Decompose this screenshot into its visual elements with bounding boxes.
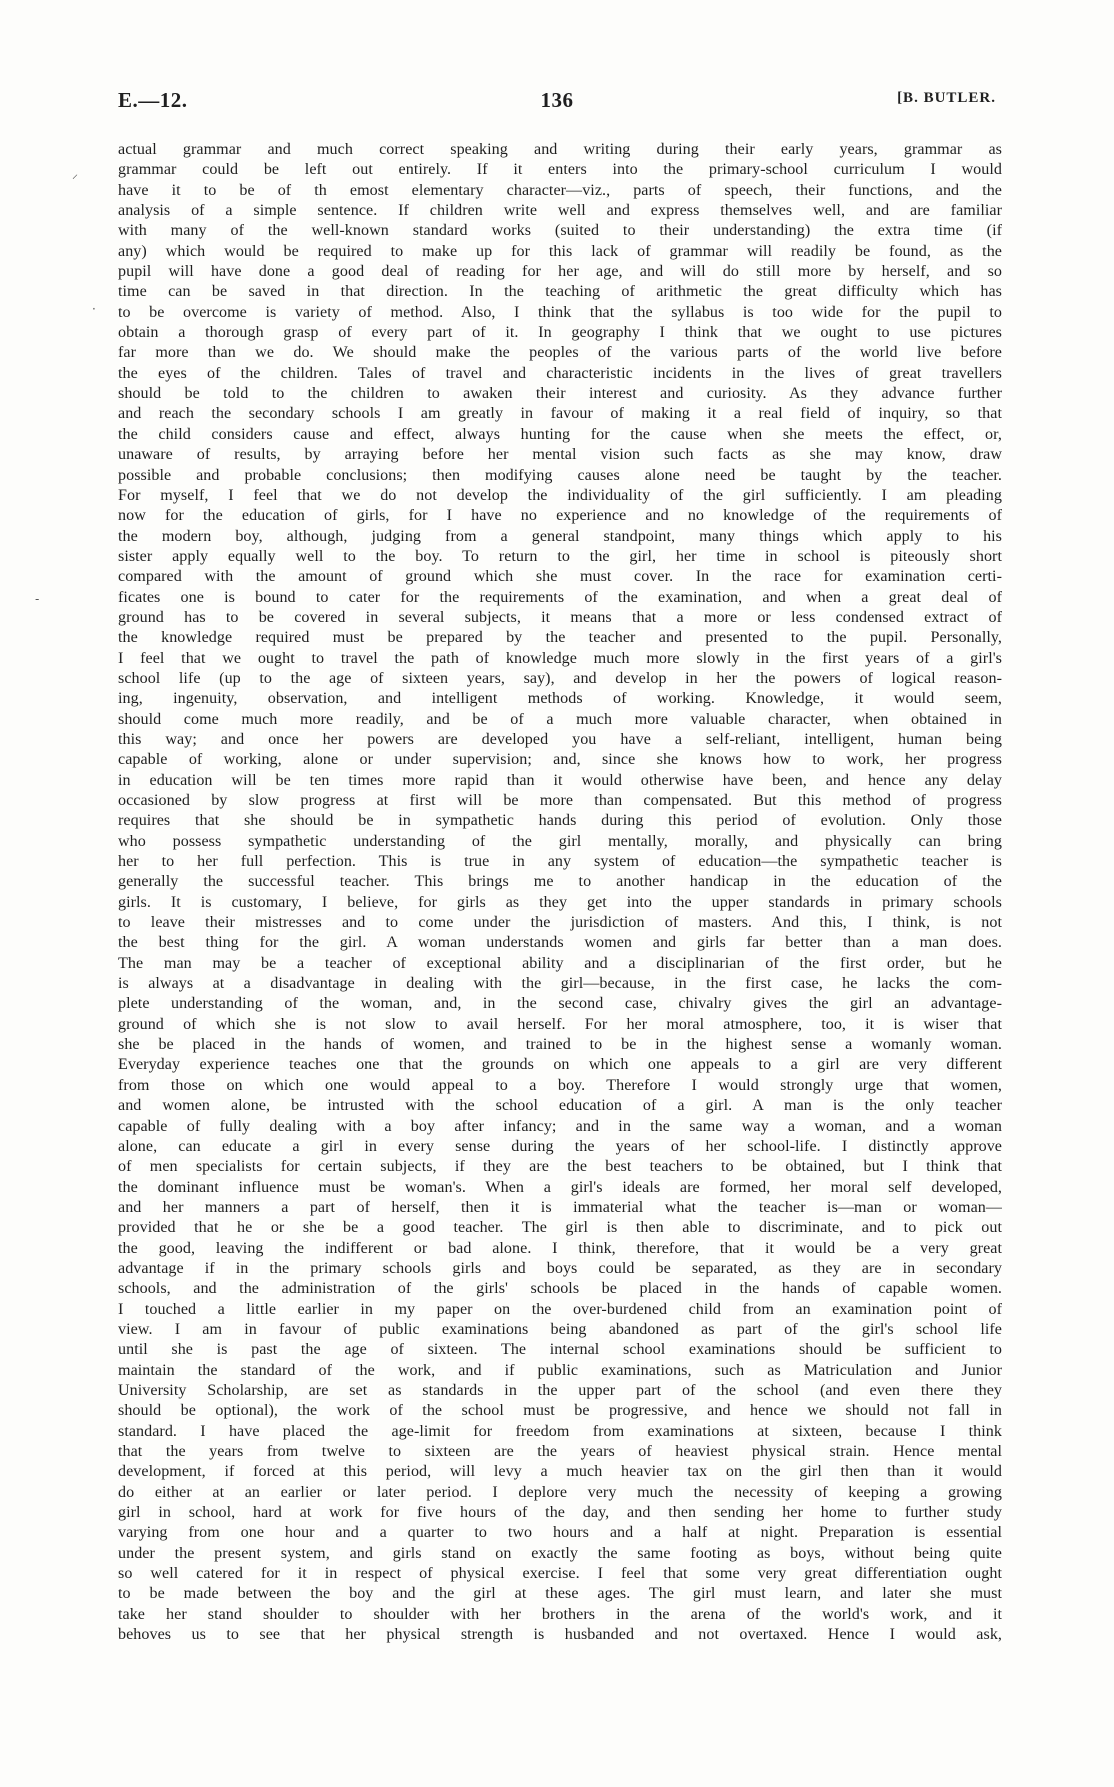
- text-line: the child considers cause and effect, always hunting for the cause when she meets the effect, or,: [118, 425, 1002, 443]
- document-reference: E.—12.: [118, 88, 188, 112]
- text-line: to be overcome is variety of method. Also, I think that the syllabus is too wide for the pupil to: [118, 303, 1002, 321]
- text-line: time can be saved in that direction. In the teaching of arithmetic the great difficulty which has: [118, 283, 1002, 301]
- margin-mark-icon: ⸝: [72, 167, 79, 181]
- text-line: development, if forced at this period, will levy a much heavier tax on the girl then than it would: [118, 1463, 1002, 1481]
- text-line: obtain a thorough grasp of every part of it. In geography I think that we ought to use pictures: [118, 324, 1002, 342]
- text-line: maintain the standard of the work, and if public examinations, such as Matriculation and Junior: [118, 1361, 1002, 1379]
- text-line: actual grammar and much correct speaking and writing during their early years, grammar as: [118, 141, 1002, 158]
- text-line: and women alone, be intrusted with the school education of a girl. A man is the only teacher: [118, 1097, 1002, 1115]
- text-line: I touched a little earlier in my paper on the over-burdened child from an examination point of: [118, 1300, 1002, 1318]
- text-line: should come much more readily, and be of a much more valuable character, when obtained in: [118, 710, 1002, 728]
- text-line: schools, and the administration of the girls' schools be placed in the hands of capable women.: [118, 1280, 1002, 1298]
- text-line: girl in school, hard at work for five hours of the day, and then sending her home to further study: [118, 1504, 1002, 1522]
- body-text: [118, 140, 1002, 1645]
- text-line: any) which would be required to make up for this lack of grammar will readily be found, as the: [118, 242, 1002, 260]
- text-line: she be placed in the hands of women, and trained to be in the highest sense a womanly woman.: [118, 1036, 1002, 1054]
- text-line: girls. It is customary, I believe, for girls as they get into the upper standards in primary schools: [118, 893, 1002, 911]
- text-line: unaware of results, by arraying before her mental vision such facts as she may know, draw: [118, 446, 1002, 464]
- text-line: and her manners a part of herself, then it is immaterial what the teacher is—man or woman—: [118, 1198, 1002, 1216]
- text-line: the eyes of the children. Tales of travel and characteristic incidents in the lives of great travellers: [118, 364, 1002, 382]
- text-line: provided that he or she be a good teacher. The girl is then able to discriminate, and to pick out: [118, 1219, 1002, 1237]
- text-line: should be optional), the work of the school must be progressive, and hence we should not fall in: [118, 1402, 1002, 1420]
- text-line: to be made between the boy and the girl at these ages. The girl must learn, and later she must: [118, 1585, 1002, 1603]
- text-line: possible and probable conclusions; then modifying causes alone need be taught by the teacher.: [118, 466, 1002, 484]
- text-line: capable of working, alone or under supervision; and, since she knows how to work, her progress: [118, 751, 1002, 769]
- text-line: plete understanding of the woman, and, in the second case, chivalry gives the girl an advantage-: [118, 995, 1002, 1013]
- text-line: from those on which one would appeal to a boy. Therefore I would strongly urge that women,: [118, 1076, 1002, 1094]
- page-header: [118, 88, 996, 122]
- text-line: the knowledge required must be prepared by the teacher and presented to the pupil. Personally,: [118, 629, 1002, 647]
- text-line: occasioned by slow progress at first will be more than compensated. But this method of progress: [118, 792, 1002, 809]
- text-line: capable of fully dealing with a boy after infancy; and in the same way a woman, and a woman: [118, 1117, 1002, 1135]
- text-line: Everyday experience teaches one that the grounds on which one appeals to a girl are very different: [118, 1056, 1002, 1074]
- text-line: take her stand shoulder to shoulder with her brothers in the arena of the world's work, and it: [118, 1605, 1002, 1623]
- margin-dash-icon: -: [35, 592, 40, 606]
- text-line: that the years from twelve to sixteen are the years of heaviest physical strain. Hence mental: [118, 1443, 1002, 1460]
- text-line: the dominant influence must be woman's. When a girl's ideals are formed, her moral self developed,: [118, 1178, 1002, 1196]
- text-line: of men specialists for certain subjects, if they are the best teachers to be obtained, but I think that: [118, 1158, 1002, 1176]
- text-line: sister apply equally well to the boy. To return to the girl, her time in school is piteously short: [118, 547, 1002, 565]
- text-line: have it to be of th emost elementary character—viz., parts of speech, their functions, and the: [118, 181, 1002, 199]
- text-line: grammar could be left out entirely. If it enters into the primary-school curriculum I would: [118, 161, 1002, 179]
- text-line: ficates one is bound to cater for the requirements of the examination, and when a great deal of: [118, 588, 1002, 606]
- text-line: compared with the amount of ground which she must cover. In the race for examination certi-: [118, 568, 1002, 586]
- text-line: in education will be ten times more rapid than it would otherwise have been, and hence any delay: [118, 771, 1002, 789]
- text-line: standard. I have placed the age-limit for freedom from examinations at sixteen, because I think: [118, 1422, 1002, 1440]
- text-line: do either at an earlier or later period. I deplore very much the necessity of keeping a growing: [118, 1483, 1002, 1501]
- text-line: The man may be a teacher of exceptional ability and a disciplinarian of the first order, but he: [118, 954, 1002, 972]
- text-line: school life (up to the age of sixteen years, say), and develop in her the powers of logical reason-: [118, 669, 1002, 687]
- author-reference: [B. BUTLER.: [897, 90, 996, 106]
- text-line: ground of which she is not slow to avail herself. For her moral atmosphere, too, it is wiser that: [118, 1015, 1002, 1033]
- text-line: alone, can educate a girl in every sense during the years of her school-life. I distinctly approve: [118, 1137, 1002, 1155]
- text-line: view. I am in favour of public examinations being abandoned as part of the girl's school life: [118, 1320, 1002, 1338]
- text-line: ing, ingenuity, observation, and intelligent methods of working. Knowledge, it would seem,: [118, 690, 1002, 708]
- text-line: analysis of a simple sentence. If children write well and express themselves well, and are familiar: [118, 202, 1002, 220]
- text-line: under the present system, and girls stand on exactly the same footing as boys, without being quite: [118, 1544, 1002, 1562]
- text-line: ground has to be covered in several subjects, it means that a more or less condensed extract of: [118, 608, 1002, 626]
- text-line: far more than we do. We should make the peoples of the various parts of the world live before: [118, 344, 1002, 362]
- text-line: with many of the well-known standard works (suited to their understanding) the extra time (if: [118, 222, 1002, 240]
- text-line: generally the successful teacher. This brings me to another handicap in the education of the: [118, 873, 1002, 891]
- text-line: I feel that we ought to travel the path of knowledge much more slowly in the first years of a girl's: [118, 649, 1002, 667]
- text-line: so well catered for it in respect of physical exercise. I feel that some very great differentiation ought: [118, 1565, 1002, 1583]
- text-line: her to her full perfection. This is true in any system of education—the sympathetic teacher is: [118, 853, 1002, 871]
- text-line: the good, leaving the indifferent or bad alone. I think, therefore, that it would be a very great: [118, 1239, 1002, 1257]
- margin-dot-icon: ·: [92, 302, 96, 316]
- text-line: requires that she should be in sympathetic hands during this period of evolution. Only those: [118, 812, 1002, 830]
- text-line: behoves us to see that her physical strength is husbanded and not overtaxed. Hence I would ask,: [118, 1626, 1002, 1644]
- text-line: advantage if in the primary schools girls and boys could be separated, as they are in secondary: [118, 1259, 1002, 1277]
- text-line: to leave their mistresses and to come under the jurisdiction of masters. And this, I think, is not: [118, 914, 1002, 932]
- text-line: For myself, I feel that we do not develop the individuality of the girl sufficiently. I am pleading: [118, 486, 1002, 504]
- text-line: pupil will have done a good deal of reading for her age, and will do still more by herself, and so: [118, 263, 1002, 281]
- text-line: the best thing for the girl. A woman understands women and girls far better than a man does.: [118, 934, 1002, 952]
- text-line: is always at a disadvantage in dealing with the girl—because, in the first case, he lacks the com-: [118, 975, 1002, 993]
- page-number: 136: [540, 88, 574, 112]
- text-line: varying from one hour and a quarter to two hours and a half at night. Preparation is essential: [118, 1524, 1002, 1542]
- text-line: now for the education of girls, for I have no experience and no knowledge of the requirements of: [118, 507, 1002, 525]
- text-line: should be told to the children to awaken their interest and curiosity. As they advance further: [118, 385, 1002, 403]
- text-line: until she is past the age of sixteen. The internal school examinations should be sufficient to: [118, 1341, 1002, 1359]
- text-line: the modern boy, although, judging from a general standpoint, many things which apply to his: [118, 527, 1002, 545]
- text-line: this way; and once her powers are developed you have a self-reliant, intelligent, human being: [118, 730, 1002, 748]
- text-line: University Scholarship, are set as standards in the upper part of the school (and even there they: [118, 1381, 1002, 1399]
- text-line: and reach the secondary schools I am greatly in favour of making it a real field of inquiry, so that: [118, 405, 1002, 423]
- text-line: who possess sympathetic understanding of the girl mentally, morally, and physically can bring: [118, 832, 1002, 850]
